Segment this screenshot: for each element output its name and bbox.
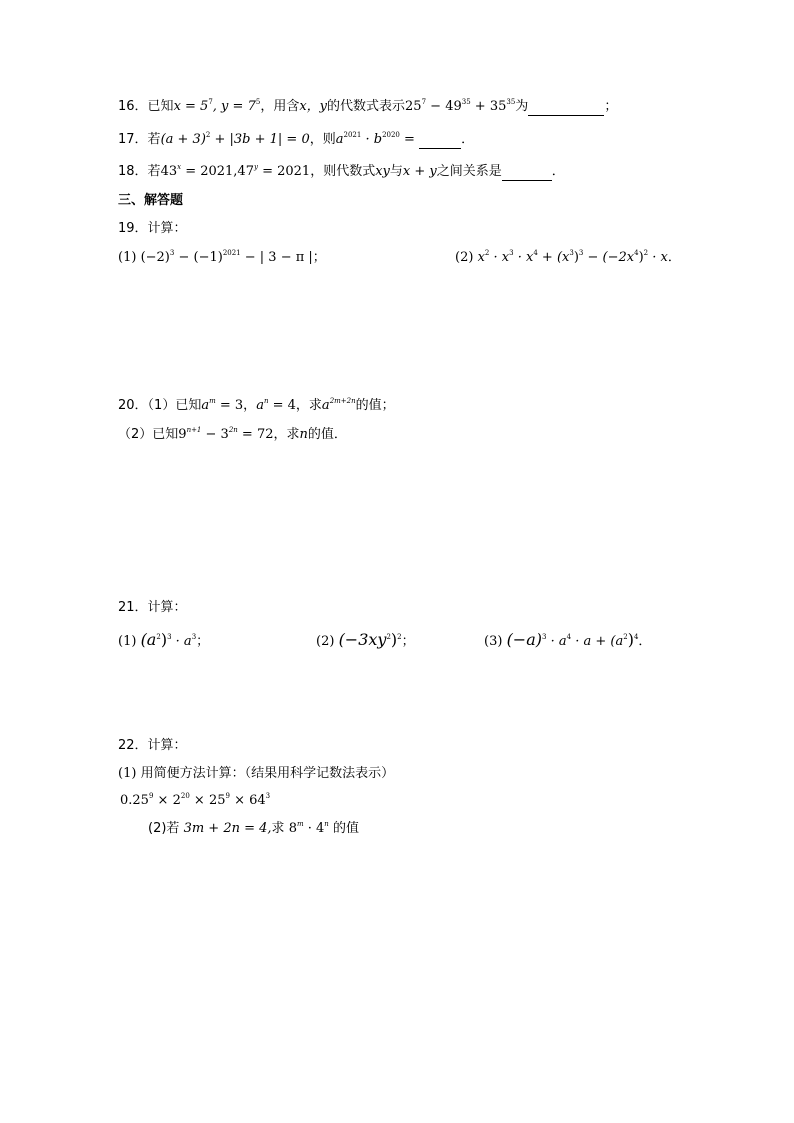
question-16: 16．已知$x = 5^7$, $y = 7^5$，用含x，y的代数式表示$25^7 - 49^{35} + 35^{35}$为 ； bbox=[118, 98, 618, 114]
section-heading: 三、解答题 bbox=[118, 193, 184, 208]
q16-number: 16． bbox=[118, 99, 148, 114]
question-22-part-1: (1) 用简便方法计算：（结果用科学记数法表示） bbox=[118, 766, 395, 781]
question-21-title: 21．计算： bbox=[118, 600, 187, 615]
answer-blank bbox=[502, 168, 552, 181]
question-21-part-2: (2) $(-3xy^2)^2$； bbox=[316, 630, 415, 649]
question-20-part-1: 20．（1）已知$a^m = 3$，$a^n = 4$，求$a^{2m+2n}$的值； bbox=[118, 397, 395, 413]
question-20-part-2: （2）已知$9^{n+1} - 3^{2n} = 72$，求n的值． bbox=[118, 426, 347, 442]
q17-number: 17． bbox=[118, 132, 148, 147]
question-19-title: 19．计算： bbox=[118, 221, 187, 236]
question-18: 18．若$43^x = 2021,47^y = 2021$，则代数式xy与x + y之间关系是 ． bbox=[118, 163, 565, 179]
question-19-part-2: (2) $x^2 \cdot x^3 \cdot x^4 + (x^3)^3 - (-2x^4)^2 \cdot x$． bbox=[455, 249, 681, 265]
question-22-expression: $0.25^9 \times 2^{20} \times 25^9 \times 64^3$ bbox=[120, 792, 271, 808]
answer-blank bbox=[419, 136, 461, 149]
question-21-part-1: (1) $(a^2)^3 \cdot a^3$； bbox=[118, 630, 210, 649]
question-22-part-2: (2)若 3m + 2n = 4,求 $8^m \cdot 4^n$ 的值 bbox=[148, 820, 359, 836]
question-21-part-3: (3) $(-a)^3 \cdot a^4 \cdot a + (a^2)^4$． bbox=[484, 630, 652, 649]
answer-blank bbox=[528, 103, 604, 116]
question-17: 17．若$(a + 3)^2 + |3b + 1| = 0$，则$a^{2021} \cdot b^{2020}$ = ． bbox=[118, 131, 475, 147]
question-19-part-1: (1) $(-2)^3 - (-1)^{2021}$ − | 3 − π |； bbox=[118, 249, 326, 265]
q18-number: 18． bbox=[118, 164, 148, 179]
question-22-title: 22．计算： bbox=[118, 738, 187, 753]
